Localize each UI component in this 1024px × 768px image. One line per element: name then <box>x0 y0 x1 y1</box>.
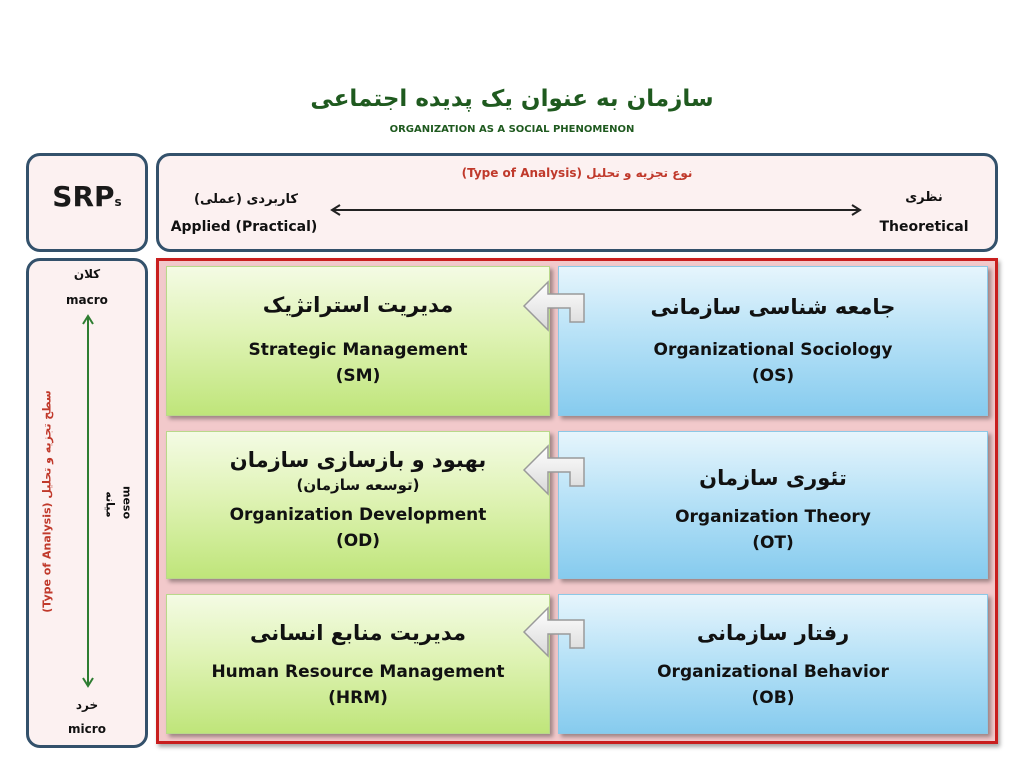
cell-title-en: Organizational Sociology <box>653 340 893 360</box>
level-middle-en: meso <box>120 485 134 520</box>
vertical-double-arrow-icon <box>78 312 98 690</box>
applied-label-fa: کاربردی (عملی) <box>194 192 298 207</box>
analysis-type-label: نوع تجزیه و تحلیل (Type of Analysis) <box>461 166 693 180</box>
cell-abbr: (OB) <box>751 688 795 709</box>
horizontal-double-arrow-icon <box>326 202 866 218</box>
cell-title-fa: مدیریت منابع انسانی <box>250 621 466 645</box>
cell-abbr: (HRM) <box>328 688 388 709</box>
bent-arrow-icon <box>520 604 590 662</box>
srps-label: SRPs <box>52 180 122 213</box>
page-title-fa: سازمان به عنوان یک پدیده اجتماعی <box>310 86 714 112</box>
cell-organization-development <box>166 431 550 579</box>
cell-organizational-sociology <box>558 266 988 416</box>
cell-title-fa: رفتار سازمانی <box>696 621 850 645</box>
cell-title-fa: مدیریت استراتژیک <box>262 293 454 317</box>
cell-title-en: Organization Development <box>229 505 487 525</box>
cell-title-en: Strategic Management <box>248 340 468 360</box>
applied-label-en: Applied (Practical) <box>170 219 318 235</box>
page-title-en: ORGANIZATION AS A SOCIAL PHENOMENON <box>389 124 635 135</box>
cell-abbr: (OD) <box>335 531 381 552</box>
cell-title-en: Human Resource Management <box>211 662 505 682</box>
cell-organizational-behavior <box>558 594 988 734</box>
cell-title-fa: جامعه شناسی سازمانی <box>650 295 896 319</box>
level-axis-label: سطح تجزیه و تحلیل (Type of Analysis) <box>40 390 54 613</box>
cell-organization-theory <box>558 431 988 579</box>
cell-title-en: Organizational Behavior <box>657 662 889 682</box>
level-bottom-en: micro <box>68 722 106 736</box>
bent-arrow-icon <box>520 442 590 500</box>
theoretical-label-en: Theoretical <box>879 219 969 235</box>
level-top-en: macro <box>66 293 108 307</box>
srps-suffix: s <box>114 195 122 209</box>
cell-abbr: (OS) <box>751 366 795 387</box>
cell-strategic-management <box>166 266 550 416</box>
cell-human-resource-management <box>166 594 550 734</box>
theoretical-label-fa: نظری <box>905 190 943 205</box>
cell-abbr: (OT) <box>752 533 794 554</box>
level-bottom-fa: خرد <box>75 698 99 712</box>
cell-title-en: Organization Theory <box>675 507 871 527</box>
cell-title-fa: تئوری سازمان <box>699 466 847 490</box>
cell-title-fa: بهبود و بازسازی سازمان <box>229 448 487 472</box>
cell-subtitle-fa: (توسعه سازمان) <box>296 476 420 494</box>
bent-arrow-icon <box>520 278 590 336</box>
level-top-fa: کلان <box>73 267 101 281</box>
level-middle-fa: میانه <box>103 491 117 518</box>
cell-abbr: (SM) <box>335 366 381 387</box>
